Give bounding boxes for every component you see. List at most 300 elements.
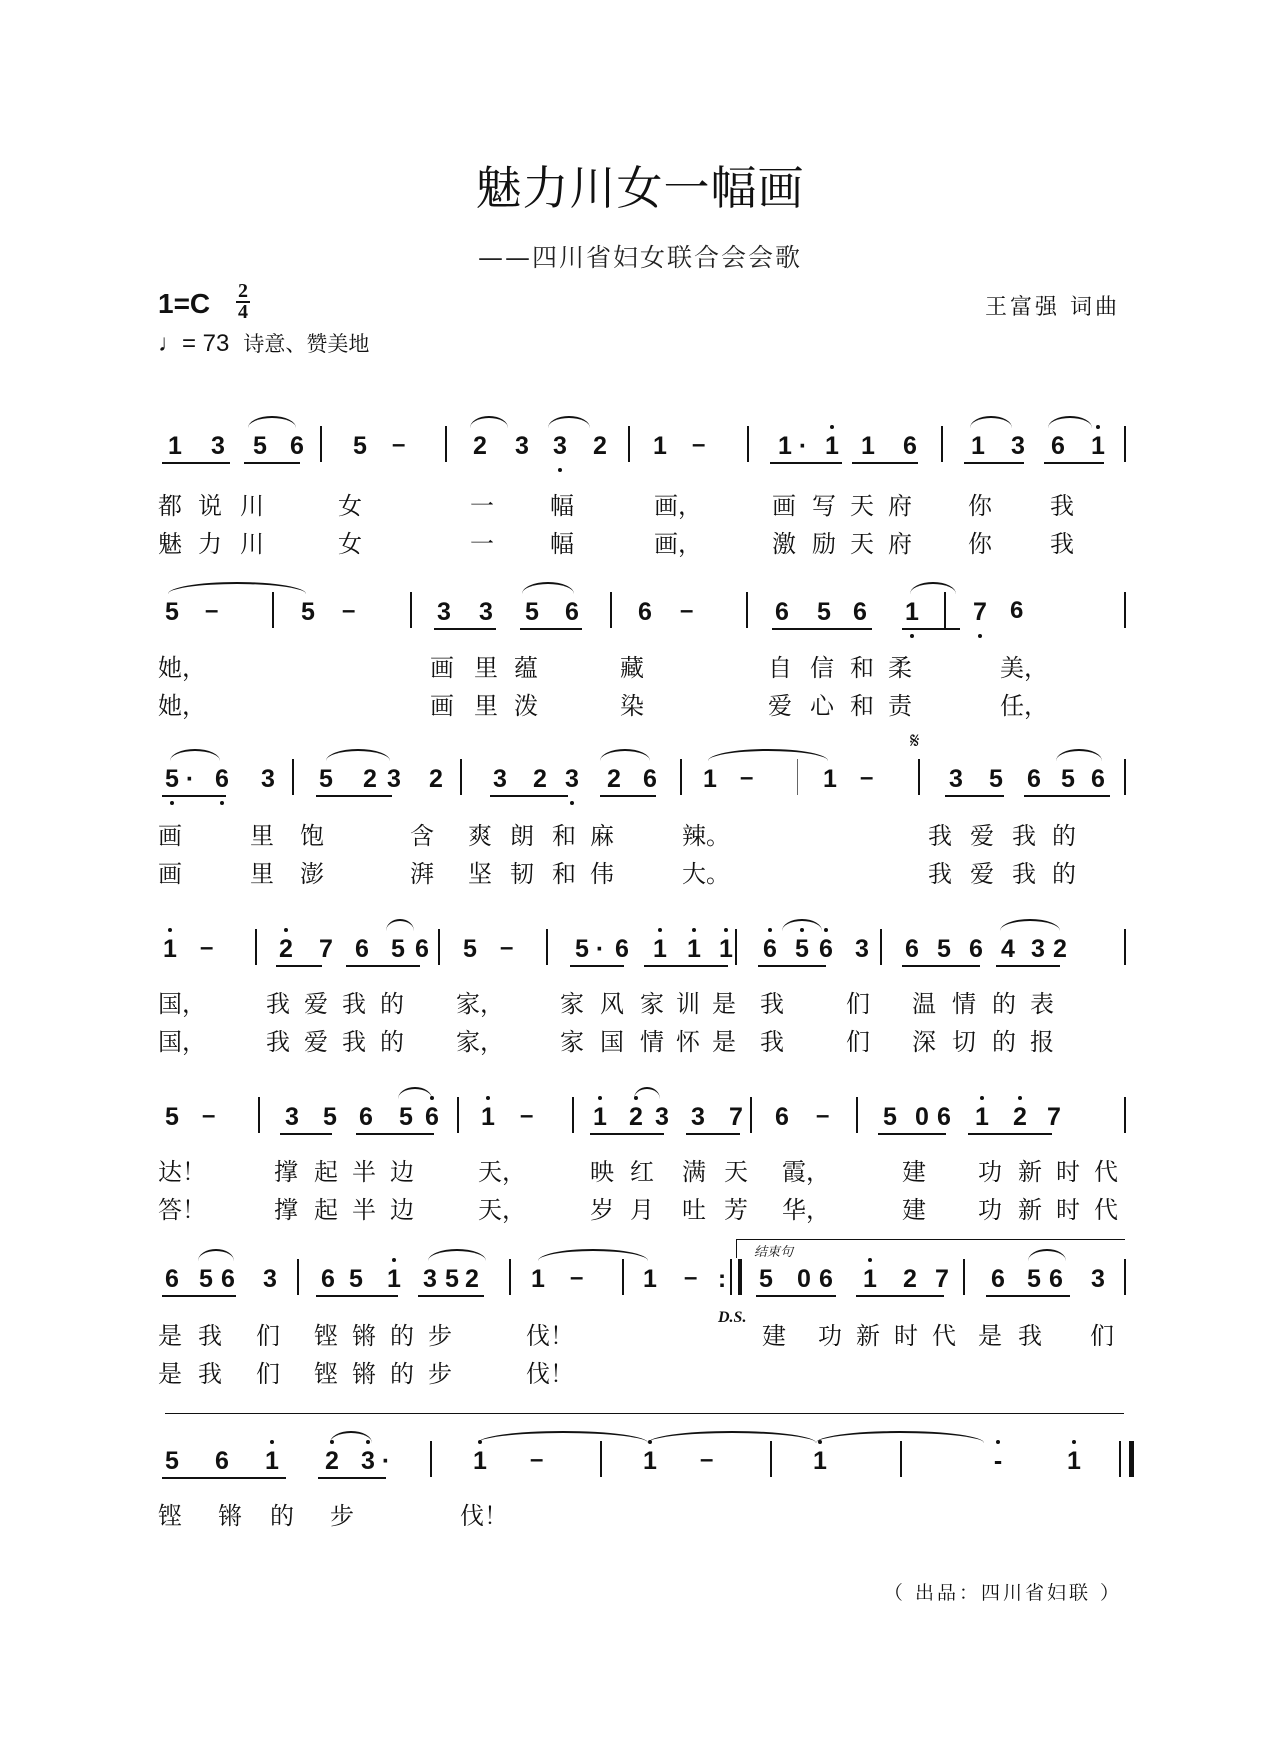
note: 5 — [323, 1103, 337, 1131]
lyric-syllable: 功 — [978, 1196, 1002, 1224]
lyric-syllable: 川 — [240, 530, 264, 558]
lyric-syllable: 爱 — [304, 990, 328, 1018]
slur — [428, 1249, 486, 1261]
beam-underline — [162, 1477, 286, 1479]
note: 1 — [387, 1265, 401, 1293]
tempo-value: ♩= 73 — [158, 330, 230, 357]
lyric-syllable: 怀 — [676, 1028, 700, 1056]
beam-underline — [856, 1295, 944, 1297]
note: 2 — [1013, 1103, 1027, 1131]
lyric-syllable: 达！ — [158, 1158, 206, 1186]
lyric-syllable: 天 — [850, 530, 874, 558]
note: 1 — [825, 432, 839, 460]
lyric-syllable: 家 — [640, 990, 664, 1018]
lyric-syllable: 是 — [712, 990, 736, 1018]
sustain-dash: – — [684, 1264, 698, 1291]
lyric-syllable: 和 — [552, 860, 576, 888]
barline — [900, 1441, 902, 1477]
barline — [747, 426, 749, 462]
tempo-description: 诗意、赞美地 — [243, 332, 370, 356]
note: 5 — [165, 598, 179, 626]
beam-underline — [316, 795, 392, 797]
high-octave-dot — [768, 928, 772, 932]
note: 5 — [165, 1103, 179, 1131]
note: 6 — [355, 935, 369, 963]
lyric-syllable: 天， — [478, 1158, 526, 1186]
lyric-syllable: 家， — [456, 1028, 504, 1056]
beam-underline — [756, 1295, 836, 1297]
note: 2 — [325, 1447, 339, 1475]
lyric-syllable: 美， — [1000, 654, 1048, 682]
low-octave-dot — [170, 801, 174, 805]
low-octave-dot — [978, 634, 982, 638]
low-octave-dot — [570, 801, 574, 805]
slur — [548, 416, 590, 428]
note: 1 — [863, 1265, 877, 1293]
sustain-dash: – — [392, 431, 406, 458]
high-octave-dot — [830, 425, 834, 429]
dal-segno-mark: D.S. — [718, 1309, 747, 1326]
lyric-syllable: 半 — [352, 1196, 376, 1224]
lyric-syllable: 铿 — [314, 1360, 338, 1388]
beam-underline — [852, 462, 918, 464]
high-octave-dot — [980, 1096, 984, 1100]
slur — [478, 1431, 648, 1443]
lyric-syllable: 和 — [850, 692, 874, 720]
lyric-syllable: 天， — [478, 1196, 526, 1224]
lyric-syllable: 我 — [928, 860, 952, 888]
lyric-syllable: 深 — [912, 1028, 936, 1056]
lyric-syllable: 我 — [928, 822, 952, 850]
lyric-syllable: 信 — [810, 654, 834, 682]
high-octave-dot — [1072, 1440, 1076, 1444]
note: 1 — [975, 1103, 989, 1131]
note: 6 — [991, 1265, 1005, 1293]
lyric-syllable: 步 — [330, 1502, 354, 1530]
lyric-syllable: 责 — [888, 692, 912, 720]
slur — [330, 1431, 372, 1443]
lyric-syllable: 激 — [772, 530, 796, 558]
lyric-syllable: 府 — [888, 530, 912, 558]
note: - — [993, 1447, 1003, 1475]
slur — [648, 1431, 816, 1443]
note: 6 — [1027, 765, 1041, 793]
lyric-syllable: 心 — [810, 692, 834, 720]
note: 3 — [387, 765, 401, 793]
note: 2 — [465, 1265, 479, 1293]
sustain-dash: – — [692, 431, 706, 458]
high-octave-dot — [1096, 425, 1100, 429]
beam-underline — [996, 965, 1060, 967]
note: 1 — [653, 935, 667, 963]
note: 1 — [168, 432, 182, 460]
time-signature-bottom: 4 — [238, 301, 248, 323]
high-octave-dot — [598, 1096, 602, 1100]
author-credit: 王富强 词曲 — [985, 295, 1120, 320]
beam-underline — [244, 462, 300, 464]
barline — [438, 929, 440, 965]
lyric-syllable: 的 — [390, 1322, 414, 1350]
lyric-syllable: 里 — [474, 654, 498, 682]
lyric-syllable: 澎 — [300, 860, 324, 888]
beam-underline — [644, 965, 728, 967]
note: 5 — [301, 598, 315, 626]
lyric-syllable: 锵 — [218, 1502, 242, 1530]
lyric-syllable: 幅 — [550, 530, 574, 558]
lyric-syllable: 和 — [552, 822, 576, 850]
note: 6 — [853, 598, 867, 626]
note: 1 — [265, 1447, 279, 1475]
note: 7 — [319, 935, 333, 963]
lyric-syllable: 步 — [428, 1360, 452, 1388]
lyric-syllable: 我 — [342, 990, 366, 1018]
note: 5 — [575, 935, 589, 963]
slur — [1048, 416, 1092, 428]
lyric-syllable: 伐！ — [526, 1360, 574, 1388]
note: 3 — [493, 765, 507, 793]
barline — [750, 1097, 752, 1133]
note: 5 — [989, 765, 1003, 793]
lyric-syllable: 她， — [158, 654, 206, 682]
barline — [460, 759, 462, 795]
lyric-syllable: 们 — [846, 1028, 870, 1056]
lyric-syllable: 任， — [1000, 692, 1048, 720]
lyric-syllable: 新 — [856, 1322, 880, 1350]
key-signature: 1=C — [158, 288, 211, 319]
note: 1 — [778, 432, 792, 460]
barline — [600, 1441, 602, 1477]
lyric-syllable: 伟 — [590, 860, 614, 888]
lyric-syllable: 我 — [1050, 530, 1074, 558]
sustain-dash: – — [740, 764, 754, 791]
lyric-syllable: 铿 — [314, 1322, 338, 1350]
lyric-syllable: 爽 — [468, 822, 492, 850]
lyric-syllable: 的 — [992, 990, 1016, 1018]
barline — [272, 592, 274, 628]
lyric-syllable: 撑 — [274, 1196, 298, 1224]
note: 1 — [481, 1103, 495, 1131]
lyric-syllable: 们 — [256, 1322, 280, 1350]
dotted-rhythm: · — [798, 432, 808, 460]
low-octave-dot — [220, 801, 224, 805]
lyric-syllable: 和 — [850, 654, 874, 682]
note: 5 — [353, 432, 367, 460]
sustain-dash: – — [520, 1102, 534, 1129]
lyric-syllable: 训 — [676, 990, 700, 1018]
slur — [386, 919, 414, 931]
note: 3 — [1011, 432, 1025, 460]
slur — [398, 1087, 432, 1099]
high-octave-dot — [270, 1440, 274, 1444]
barline — [292, 759, 294, 795]
final-barline — [1119, 1441, 1134, 1477]
barline — [546, 929, 548, 965]
note: 6 — [819, 935, 833, 963]
lyric-syllable: 建 — [902, 1196, 926, 1224]
lyric-syllable: 满 — [682, 1158, 706, 1186]
beam-underline — [418, 1295, 484, 1297]
note: 2 — [593, 432, 607, 460]
lyric-syllable: 画， — [654, 492, 702, 520]
lyric-syllable: 华， — [782, 1196, 830, 1224]
ending-bracket — [165, 1413, 1124, 1414]
slur — [708, 749, 828, 761]
lyric-syllable: 表 — [1030, 990, 1054, 1018]
sustain-dash: 6 — [1010, 597, 1024, 624]
lyric-syllable: 爱 — [970, 822, 994, 850]
dotted-rhythm: · — [381, 1447, 391, 1475]
note: 6 — [221, 1265, 235, 1293]
note: 0 — [797, 1265, 811, 1293]
low-octave-dot — [910, 634, 914, 638]
note: 1 — [163, 935, 177, 963]
slur — [170, 749, 220, 761]
note: 1 — [813, 1447, 827, 1475]
barline — [457, 1097, 459, 1133]
note: 1 — [531, 1265, 545, 1293]
beam-underline — [945, 795, 1004, 797]
lyric-syllable: 天 — [724, 1158, 748, 1186]
lyric-syllable: 一 — [470, 530, 494, 558]
note: 6 — [565, 598, 579, 626]
slur — [326, 749, 390, 761]
lyric-syllable: 我 — [1012, 860, 1036, 888]
lyric-syllable: 我 — [1012, 822, 1036, 850]
beam-underline — [490, 795, 568, 797]
note: 6 — [638, 598, 652, 626]
lyric-syllable: 红 — [630, 1158, 654, 1186]
high-octave-dot — [168, 928, 172, 932]
lyric-syllable: 画 — [158, 860, 182, 888]
beam-underline — [356, 1133, 434, 1135]
lyric-syllable: 时 — [894, 1322, 918, 1350]
lyric-syllable: 女 — [338, 530, 362, 558]
note: 6 — [215, 765, 229, 793]
lyric-syllable: 励 — [812, 530, 836, 558]
note: 1 — [1067, 1447, 1081, 1475]
barline — [856, 1097, 858, 1133]
lyric-syllable: 边 — [390, 1196, 414, 1224]
note: 6 — [969, 935, 983, 963]
lyric-syllable: 新 — [1018, 1158, 1042, 1186]
note: 5 — [253, 432, 267, 460]
barline — [880, 929, 882, 965]
lyric-syllable: 家 — [560, 990, 584, 1018]
barline — [1124, 929, 1126, 965]
note: 6 — [1091, 765, 1105, 793]
note: 6 — [165, 1265, 179, 1293]
beam-underline — [570, 965, 624, 967]
note: 6 — [903, 432, 917, 460]
slur — [600, 749, 650, 761]
note: 2 — [607, 765, 621, 793]
barline — [572, 1097, 574, 1133]
lyric-syllable: 是 — [712, 1028, 736, 1056]
note: 5 — [1027, 1265, 1041, 1293]
note: 1 — [971, 432, 985, 460]
lyric-syllable: 你 — [968, 530, 992, 558]
lyric-syllable: 我 — [760, 1028, 784, 1056]
lyric-syllable: 我 — [342, 1028, 366, 1056]
note: 2 — [429, 765, 443, 793]
lyric-syllable: 切 — [952, 1028, 976, 1056]
lyric-syllable: 画 — [430, 654, 454, 682]
note: 5 — [445, 1265, 459, 1293]
lyric-syllable: 时 — [1056, 1196, 1080, 1224]
beam-underline — [1044, 462, 1104, 464]
note: 6 — [425, 1103, 439, 1131]
lyric-syllable: 们 — [1090, 1322, 1114, 1350]
beam-underline — [194, 1295, 236, 1297]
beam-underline — [280, 1133, 332, 1135]
beam-underline — [772, 628, 872, 630]
lyric-syllable: 月 — [630, 1196, 654, 1224]
note: 6 — [1051, 432, 1065, 460]
note: 5 — [795, 935, 809, 963]
beam-underline — [600, 795, 656, 797]
barline — [918, 759, 920, 795]
song-subtitle: ——四川省妇女联合会会歌 — [477, 243, 802, 272]
lyric-syllable: 我 — [1050, 492, 1074, 520]
lyric-syllable: 代 — [932, 1322, 956, 1350]
note: 5 — [165, 1447, 179, 1475]
lyric-syllable: 画， — [654, 530, 702, 558]
lyric-syllable: 我 — [266, 990, 290, 1018]
lyric-syllable: 里 — [250, 822, 274, 850]
note: 7 — [1047, 1103, 1061, 1131]
barline — [1124, 592, 1126, 628]
lyric-syllable: 代 — [1094, 1158, 1118, 1186]
sustain-dash: – — [202, 1102, 216, 1129]
note: 6 — [905, 935, 919, 963]
note: 1 — [703, 765, 717, 793]
note: 2 — [279, 935, 293, 963]
barline — [680, 759, 682, 795]
barline — [1124, 1097, 1126, 1133]
note: 5 — [463, 935, 477, 963]
lyric-syllable: 霞， — [782, 1158, 830, 1186]
barline — [255, 929, 257, 965]
lyric-syllable: 撑 — [274, 1158, 298, 1186]
beam-underline — [686, 1133, 740, 1135]
lyric-syllable: 饱 — [300, 822, 324, 850]
beam-underline — [520, 628, 582, 630]
lyric-syllable: 的 — [380, 1028, 404, 1056]
slur — [522, 582, 574, 594]
lyric-syllable: 伐！ — [526, 1322, 574, 1350]
note: 1 — [861, 432, 875, 460]
note: 7 — [935, 1265, 949, 1293]
beam-underline — [318, 1477, 386, 1479]
note: 6 — [615, 935, 629, 963]
note: 3 — [423, 1265, 437, 1293]
lyric-syllable: 天 — [850, 492, 874, 520]
lyric-syllable: 起 — [314, 1196, 338, 1224]
barline — [628, 426, 630, 462]
lyric-syllable: 府 — [888, 492, 912, 520]
note: 1 — [473, 1447, 487, 1475]
slur — [470, 416, 508, 428]
lyric-syllable: 的 — [992, 1028, 1016, 1056]
lyric-syllable: 锵 — [352, 1322, 376, 1350]
beam-underline — [1022, 1295, 1070, 1297]
note: 1 — [643, 1447, 657, 1475]
lyric-syllable: 自 — [768, 654, 792, 682]
sustain-dash: – — [200, 934, 214, 961]
note: 6 — [359, 1103, 373, 1131]
note: 1 — [593, 1103, 607, 1131]
high-octave-dot — [692, 928, 696, 932]
lyric-syllable: 国， — [158, 990, 206, 1018]
lyric-syllable: 蕴 — [514, 654, 538, 682]
note: 2 — [1053, 935, 1067, 963]
note: 1 — [653, 432, 667, 460]
note: 5 — [525, 598, 539, 626]
lyric-syllable: 国， — [158, 1028, 206, 1056]
note: 6 — [290, 432, 304, 460]
ending-bracket — [736, 1239, 1125, 1258]
lyric-syllable: 锵 — [352, 1360, 376, 1388]
barline — [622, 1259, 624, 1295]
note: 4 — [1001, 935, 1015, 963]
note: 3 — [855, 935, 869, 963]
lyric-syllable: 爱 — [304, 1028, 328, 1056]
lyric-syllable: 我 — [760, 990, 784, 1018]
lyric-syllable: 吐 — [682, 1196, 706, 1224]
note: 3 — [479, 598, 493, 626]
lyric-syllable: 家 — [560, 1028, 584, 1056]
note: 5 — [817, 598, 831, 626]
beam-underline — [758, 965, 826, 967]
note: 6 — [643, 765, 657, 793]
lyric-syllable: 韧 — [510, 860, 534, 888]
note: 6 — [215, 1447, 229, 1475]
note: 1 — [687, 935, 701, 963]
high-octave-dot — [824, 928, 828, 932]
lyric-syllable: 我 — [1018, 1322, 1042, 1350]
lyric-syllable: 大。 — [682, 860, 730, 888]
note: 3 — [261, 765, 275, 793]
lyric-syllable: 们 — [256, 1360, 280, 1388]
slur — [538, 1249, 648, 1261]
lyric-syllable: 是 — [978, 1322, 1002, 1350]
beam-underline — [902, 628, 960, 630]
lyric-syllable: 染 — [620, 692, 644, 720]
lyric-syllable: 说 — [198, 492, 222, 520]
note: 5 — [391, 935, 405, 963]
lyric-syllable: 女 — [338, 492, 362, 520]
note: 5 — [1061, 765, 1075, 793]
sustain-dash: – — [700, 1446, 714, 1473]
note: 3 — [655, 1103, 669, 1131]
lyric-syllable: 辣。 — [682, 822, 730, 850]
note: 3 — [361, 1447, 375, 1475]
lyric-syllable: 们 — [846, 990, 870, 1018]
lyric-syllable: 里 — [474, 692, 498, 720]
sustain-dash: – — [205, 597, 219, 624]
slur — [1056, 749, 1102, 761]
note: 5 — [349, 1265, 363, 1293]
footer-credit: （ 出品：四川省妇联 ） — [883, 1582, 1122, 1604]
barline — [297, 1259, 299, 1295]
lyric-syllable: 我 — [198, 1360, 222, 1388]
time-signature-top: 2 — [238, 280, 248, 302]
barline — [746, 592, 748, 628]
time-signature — [236, 282, 250, 322]
note: 5 — [937, 935, 951, 963]
note: 2 — [473, 432, 487, 460]
barline — [941, 426, 943, 462]
